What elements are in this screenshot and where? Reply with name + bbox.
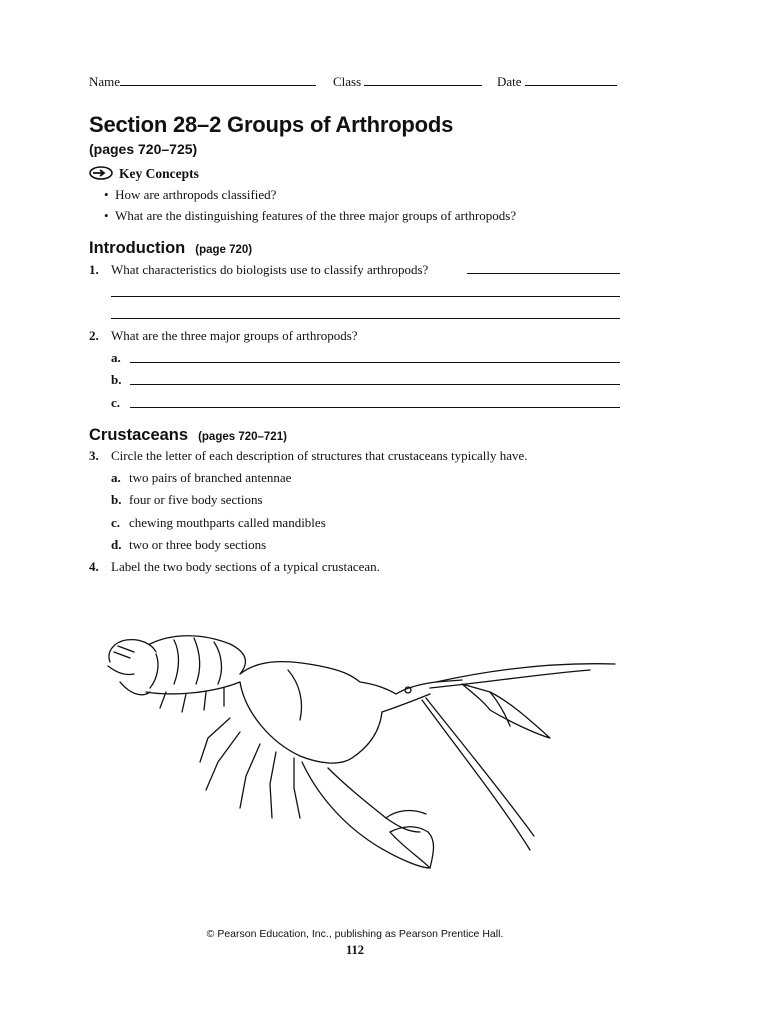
class-field[interactable] — [333, 72, 482, 90]
page-number: 112 — [345, 943, 365, 957]
copyright-footer: © Pearson Education, Inc., publishing as Pearson Prentice Hall. — [206, 928, 504, 940]
name-blank[interactable] — [120, 72, 316, 86]
date-label: Date — [497, 74, 522, 89]
option-a[interactable]: a. two pairs of branched antennae — [111, 470, 292, 485]
section-pages: (pages 720–725) — [89, 141, 198, 157]
answer-line[interactable] — [130, 407, 620, 408]
answer-letter-b: b. — [111, 372, 122, 387]
question-2: 2. What are the three major groups of arthropods? — [89, 328, 358, 343]
answer-line[interactable] — [111, 318, 620, 319]
key-concepts-label: Key Concepts — [119, 166, 199, 181]
class-label: Class — [333, 74, 362, 89]
name-field[interactable] — [89, 72, 316, 90]
key-concepts-icon — [89, 166, 113, 180]
answer-letter-a: a. — [111, 350, 121, 365]
crustaceans-heading: Crustaceans (pages 720–721) — [89, 426, 287, 444]
date-field[interactable] — [497, 72, 617, 90]
option-b[interactable]: b. four or five body sections — [111, 492, 263, 507]
crayfish-illustration — [90, 622, 620, 890]
key-concept-item: • What are the distinguishing features of the three major groups of arthropods? — [104, 208, 517, 223]
key-concept-item: • How are arthropods classified? — [104, 187, 277, 202]
date-blank[interactable] — [525, 72, 617, 86]
introduction-heading: Introduction (page 720) — [89, 239, 253, 257]
name-label: Name — [89, 74, 121, 89]
question-4: 4. Label the two body sections of a typical crustacean. — [89, 559, 380, 574]
answer-line[interactable] — [130, 362, 620, 363]
answer-line[interactable] — [467, 273, 620, 274]
answer-letter-c: c. — [111, 395, 121, 410]
answer-line[interactable] — [130, 384, 620, 385]
class-blank[interactable] — [364, 72, 482, 86]
option-c[interactable]: c. chewing mouthparts called mandibles — [111, 515, 326, 530]
option-d[interactable]: d. two or three body sections — [111, 537, 267, 552]
key-concepts-header — [89, 166, 199, 182]
answer-line[interactable] — [111, 296, 620, 297]
question-1: 1. What characteristics do biologists use to classify arthropods? — [89, 262, 429, 277]
question-3: 3. Circle the letter of each description of structures that crustaceans typically have. — [89, 448, 528, 463]
section-title: Section 28–2 Groups of Arthropods — [89, 112, 454, 137]
